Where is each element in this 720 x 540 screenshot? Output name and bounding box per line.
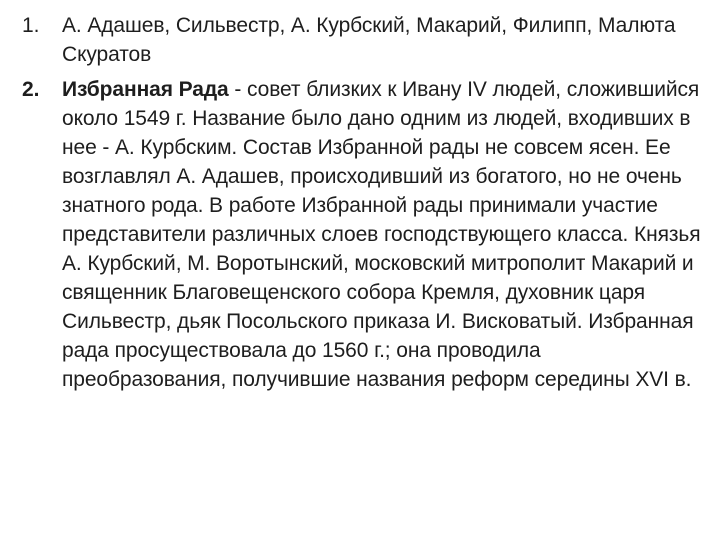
list-item-text: А. Адашев, Сильвестр, А. Курбский, Макарий, Филипп, Малюта Скуратов [62,14,676,66]
list-item-number: 2. [22,78,40,101]
list-item-text: - совет близких к Ивану IV людей, сложившийся около 1549 г. Название было дано одним из людей, входивших в нее - А. Курбским. Состав Избранной рады не совсем ясен. Ее возглавлял А. Адашев, происходивший из богатого, но не очень знатного рода. В работе Избранной рады принимали участие представители различных слоев господствующего класса. Князья А. Курбский, М. Воротынский, московский митрополит Макарий и священник Благовещенского собора Кремля, духовник царя Сильвестр, дьяк Посольского приказа И. Висковатый. Избранная рада просуществовала до 1560 г.; она проводила преобразования, получившие названия реформ середины XVI в. [62,78,701,391]
list-item [22,75,702,394]
term-heading: Избранная Рада [62,78,229,101]
list-item-body [62,75,702,394]
numbered-list [22,11,702,394]
list-item [22,11,702,69]
list-item-number: 1. [22,14,40,37]
